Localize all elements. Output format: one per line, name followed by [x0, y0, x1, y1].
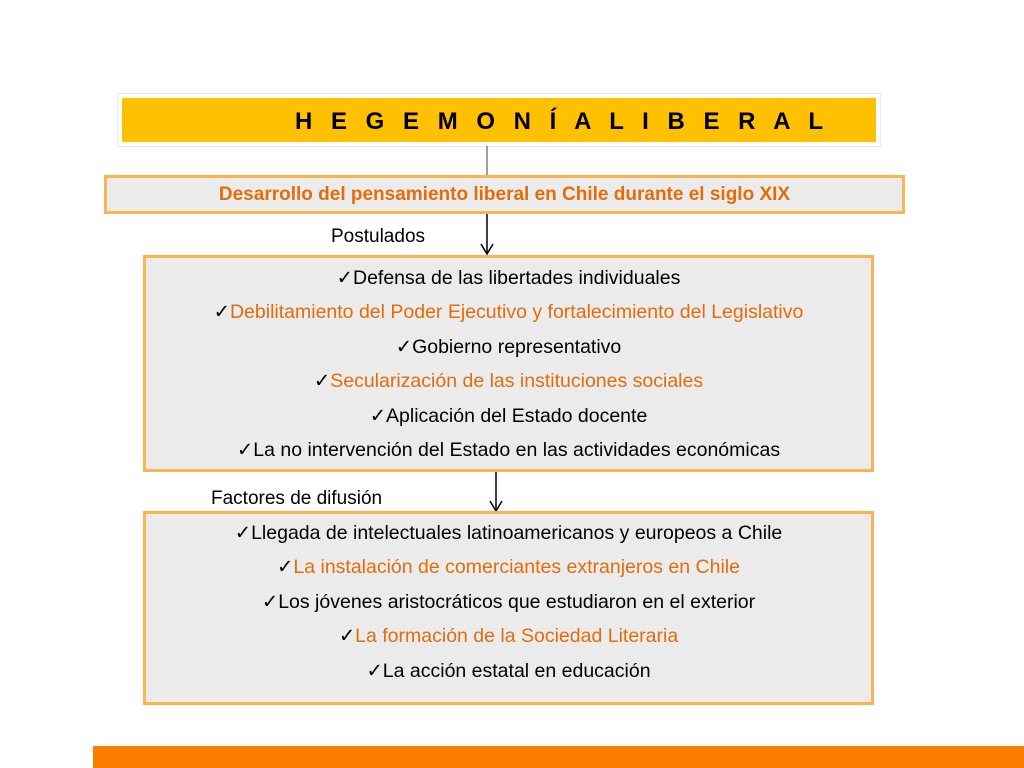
- check-icon: ✓: [366, 659, 383, 682]
- check-icon: ✓: [338, 625, 356, 648]
- factores-item-text: La acción estatal en educación: [382, 659, 651, 682]
- title: H E G E M O N Í A L I B E R A L: [295, 108, 830, 135]
- factores-item: [146, 585, 871, 619]
- postulados-item: [146, 330, 871, 364]
- factores-item-text: La instalación de comerciantes extranjeros en Chile: [293, 556, 740, 579]
- postulados-item: [146, 364, 871, 398]
- postulados-item: [146, 399, 871, 433]
- postulados-item-text: Secularización de las instituciones sociales: [330, 370, 704, 393]
- factores-item-text: Los jóvenes aristocráticos que estudiaron en el exterior: [278, 590, 756, 613]
- check-icon: ✓: [369, 404, 387, 427]
- check-icon: ✓: [236, 439, 254, 462]
- postulados-item: [146, 433, 871, 467]
- postulados-item: [146, 295, 871, 329]
- check-icon: ✓: [261, 590, 279, 613]
- subtitle: Desarrollo del pensamiento liberal en Chile durante el siglo XIX: [218, 184, 791, 205]
- factores-item-text: Llegada de intelectuales latinoamericanos y europeos a Chile: [251, 522, 783, 544]
- check-icon: ✓: [277, 556, 294, 579]
- check-icon: ✓: [213, 301, 230, 324]
- postulados-item: [146, 261, 871, 295]
- subtitle-box: [104, 175, 905, 214]
- postulados-label: Postulados: [331, 226, 426, 247]
- check-icon: ✓: [395, 335, 413, 358]
- check-icon: ✓: [234, 522, 252, 544]
- check-icon: ✓: [313, 370, 331, 393]
- factores-box: [143, 511, 874, 705]
- factores-item: [146, 550, 871, 584]
- postulados-item-text: Gobierno representativo: [412, 335, 622, 358]
- factores-list: [146, 516, 871, 688]
- factores-item-text: La formación de la Sociedad Literaria: [355, 625, 679, 648]
- factores-item: [146, 654, 871, 688]
- factores-item: [146, 516, 871, 550]
- postulados-item-text: La no intervención del Estado en las actividades económicas: [253, 439, 781, 462]
- postulados-item-text: Aplicación del Estado docente: [386, 404, 648, 427]
- factores-label: Factores de difusión: [211, 488, 383, 509]
- postulados-item-text: Defensa de las libertades individuales: [352, 267, 681, 289]
- postulados-box: [143, 255, 874, 472]
- postulados-list: [146, 261, 871, 467]
- factores-item: [146, 619, 871, 653]
- check-icon: ✓: [336, 267, 353, 289]
- postulados-item-text: Debilitamiento del Poder Ejecutivo y fortalecimiento del Legislativo: [229, 301, 804, 324]
- bottom-bar: [93, 746, 1024, 768]
